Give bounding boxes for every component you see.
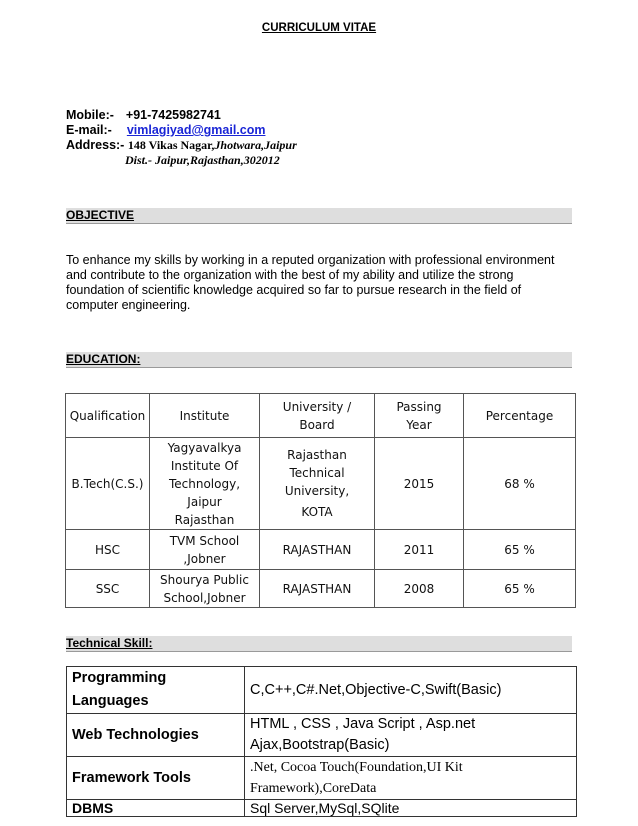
cell-percentage: 65 %: [464, 530, 576, 570]
objective-heading: OBJECTIVE: [66, 208, 135, 222]
email-label: E-mail:-: [66, 123, 112, 137]
education-heading: EDUCATION:: [66, 352, 141, 366]
cell-qualification: B.Tech(C.S.): [66, 438, 150, 530]
table-row: [67, 800, 577, 817]
address-line2: Dist.- Jaipur,Rajasthan,302012: [125, 153, 280, 167]
table-row: [67, 714, 577, 757]
table-row: [67, 667, 577, 714]
skill-value: C,C++,C#.Net,Objective-C,Swift(Basic): [245, 667, 577, 714]
cell-qualification: HSC: [66, 530, 150, 570]
education-header-row: [66, 394, 576, 438]
skill-key: DBMS: [67, 800, 245, 817]
skill-value: HTML , CSS , Java Script , Asp.net Ajax,Bootstrap(Basic): [245, 714, 577, 757]
cell-board: RAJASTHAN: [260, 530, 375, 570]
technical-heading-bar: [66, 636, 572, 652]
cell-institute: TVM School ,Jobner: [150, 530, 260, 570]
skill-key: Programming Languages: [67, 667, 245, 714]
header-institute: Institute: [150, 394, 260, 438]
table-row: [66, 438, 576, 530]
skill-value: Sql Server,MySql,SQlite: [245, 800, 577, 817]
cell-board: RAJASTHAN: [260, 570, 375, 608]
skill-value: .Net, Cocoa Touch(Foundation,UI Kit Framework),CoreData: [245, 757, 577, 800]
cell-year: 2008: [375, 570, 464, 608]
address-line: [66, 137, 297, 153]
education-heading-bar: [66, 352, 572, 368]
address-line1-rest: Jhotwara,Jaipur: [214, 138, 297, 152]
cell-institute: Shourya Public School,Jobner: [150, 570, 260, 608]
address-line1-prefix: 148 Vikas Nagar,: [127, 138, 215, 152]
address-label: Address:-: [66, 138, 125, 152]
cell-year: 2011: [375, 530, 464, 570]
objective-line: foundation of scientific knowledge acquired so far to pursue research in the field of: [66, 283, 522, 297]
table-row: [67, 757, 577, 800]
skill-key: Framework Tools: [67, 757, 245, 800]
mobile-value: +91-7425982741: [125, 108, 221, 122]
education-table: [65, 393, 576, 608]
cell-percentage: 68 %: [464, 438, 576, 530]
technical-heading: Technical Skill:: [66, 636, 153, 650]
skill-key: Web Technologies: [67, 714, 245, 757]
email-line: [66, 122, 265, 138]
technical-skill-table: [66, 666, 577, 817]
mobile-label: Mobile:-: [66, 108, 114, 122]
cell-institute: Yagyavalkya Institute Of Technology, Jaipur Rajasthan: [150, 438, 260, 530]
mobile-line: [66, 107, 221, 123]
table-row: [66, 570, 576, 608]
objective-line: To enhance my skills by working in a reputed organization with professional environment: [66, 253, 555, 267]
cell-qualification: SSC: [66, 570, 150, 608]
cell-percentage: 65 %: [464, 570, 576, 608]
objective-line: and contribute to the organization with the best of my ability and utilize the strong: [66, 268, 514, 282]
table-row: [66, 530, 576, 570]
email-link[interactable]: vimlagiyad@gmail.com: [126, 123, 266, 137]
header-university-board: University / Board: [260, 394, 375, 438]
header-qualification: Qualification: [66, 394, 150, 438]
cell-year: 2015: [375, 438, 464, 530]
objective-text: [66, 253, 576, 313]
document-title: CURRICULUM VITAE: [261, 22, 377, 34]
objective-heading-bar: [66, 208, 572, 224]
objective-line: computer engineering.: [66, 298, 191, 312]
header-passing-year: Passing Year: [375, 394, 464, 438]
cell-board: Rajasthan Technical University, KOTA: [260, 438, 375, 530]
header-percentage: Percentage: [464, 394, 576, 438]
